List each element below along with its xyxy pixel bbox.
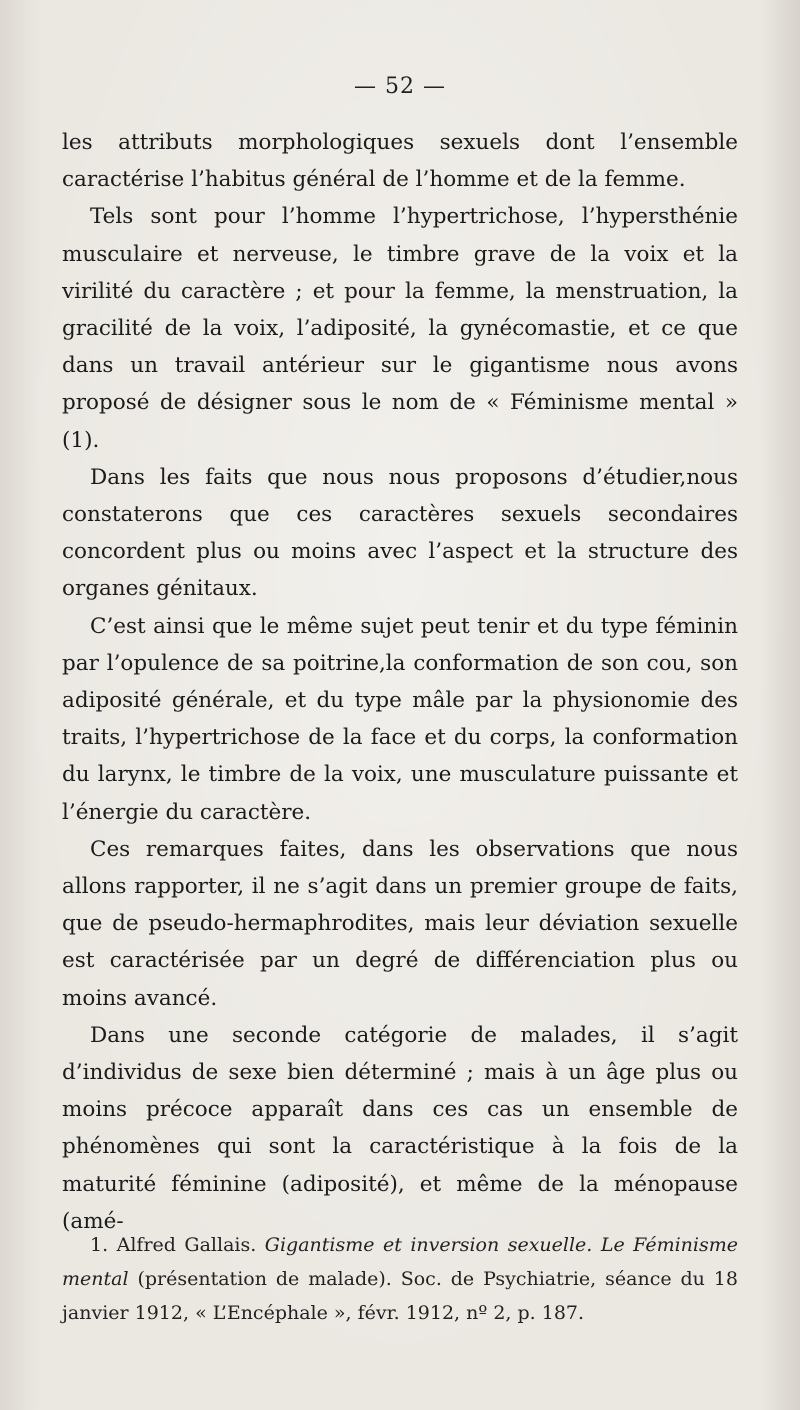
paragraph: C’est ainsi que le même sujet peut tenir et du type féminin par l’opulence de sa poitrine,la conformation de son cou, son adiposité générale, et du type mâle par la physionomie des traits, l’hypertrichose de la face et du corps, la conformation du larynx, le timbre de la voix, une musculature puissante et l’énergie du caractère.: [62, 613, 738, 825]
footnote-title: Gigantisme et inversion sexuelle. Le Féminisme mental: [62, 1234, 738, 1290]
page-number: — 52 —: [354, 74, 446, 99]
paragraph: Ces remarques faites, dans les observations que nous allons rapporter, il ne s’agit dans un premier groupe de faits, que de pseudo-hermaphrodites, mais leur déviation sexuelle est caractérisée par un degré de différenciation plus ou moins avancé.: [62, 836, 738, 1011]
paragraph-continuation: les attributs morphologiques sexuels dont l’ensemble caractérise l’habitus général de l’homme et de la femme.: [62, 130, 738, 193]
paragraph: Dans les faits que nous nous proposons d’étudier,nous constaterons que ces caractères sexuels secondaires concordent plus ou moins avec l’aspect et la structure des organes génitaux.: [62, 464, 738, 602]
paragraph: Tels sont pour l’homme l’hypertrichose, l’hypersthénie musculaire et nerveuse, le timbre grave de la voix et la virilité du caractère ; et pour la femme, la menstruation, la gracilité de la voix, l’adiposité, la gynécomastie, et ce que dans un travail antérieur sur le gigantisme nous avons proposé de désigner sous le nom de « Féminisme mental » (1).: [62, 204, 738, 453]
paragraph: Dans une seconde catégorie de malades, il s’agit d’individus de sexe bien déterminé ; mais à un âge plus ou moins précoce apparaît dans ces cas un ensemble de phénomènes qui sont la caractéristique à la fois de la maturité féminine (adiposité), et même de la ménopause (amé-: [62, 1022, 738, 1234]
body-text: [62, 124, 738, 1240]
footnote-prefix: 1. Alfred Gallais.: [90, 1234, 265, 1256]
footnote: [62, 1228, 738, 1330]
footnote-suffix: (présentation de malade). Soc. de Psychiatrie, séance du 18 janvier 1912, « L’Encéphale », févr. 1912, nº 2, p. 187.: [62, 1268, 738, 1324]
